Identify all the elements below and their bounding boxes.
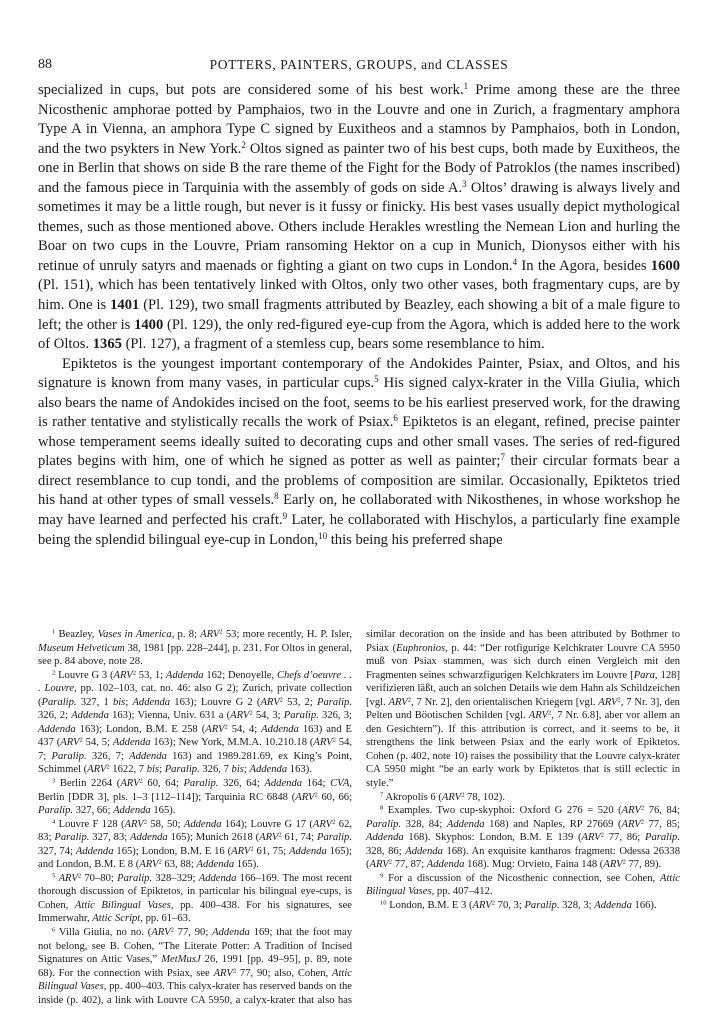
superscript: 10 bbox=[318, 530, 328, 541]
superscript: 2 bbox=[547, 709, 552, 717]
italic-text: ARV bbox=[120, 778, 140, 790]
superscript: 2 bbox=[106, 763, 110, 771]
italic-text: Addenda bbox=[249, 764, 288, 776]
superscript: 2 bbox=[219, 628, 223, 636]
text-run: 327, 66; bbox=[73, 805, 114, 817]
superscript: 7 bbox=[500, 452, 505, 463]
text-run: 328, 86; bbox=[366, 845, 406, 857]
superscript: 2 bbox=[77, 872, 82, 880]
italic-text: Addenda bbox=[75, 845, 114, 857]
italic-text: Paralip. bbox=[38, 805, 74, 817]
catalogue-number: 1365 bbox=[92, 336, 122, 353]
text-run: 77, 86; bbox=[604, 832, 645, 844]
italic-text: Paralip. bbox=[117, 872, 153, 884]
text-run: 54, 5; bbox=[82, 737, 113, 749]
italic-text: ARV bbox=[60, 737, 80, 749]
italic-text: MetMusJ bbox=[161, 954, 201, 966]
text-run: For a discussion of the Nicosthenic connection, see Cohen, bbox=[383, 872, 660, 884]
text-run: 77, 85; bbox=[644, 818, 681, 830]
text-run: 77, 87; bbox=[392, 859, 427, 871]
superscript: 6 bbox=[393, 413, 398, 424]
italic-text: ARV bbox=[200, 629, 220, 640]
page-number: 88 bbox=[38, 57, 52, 72]
text-run: 78, 102). bbox=[464, 791, 505, 803]
text-run: 163); Vienna, Univ. 631 a ( bbox=[108, 710, 231, 722]
text-run: 169; that the foot may not belong, see B. Cohen, “The Literate Potter: A Tradition of Incised Signatures on Attic Vases,” bbox=[38, 927, 352, 966]
text-run: 163); Louvre G 2 ( bbox=[170, 696, 261, 708]
italic-text: Vases in America bbox=[97, 629, 172, 640]
text-run: 162; Denoyelle, bbox=[203, 669, 277, 681]
italic-text: ARV bbox=[87, 764, 107, 776]
italic-text: ARV bbox=[139, 859, 159, 871]
text-run: 54, 7; bbox=[38, 737, 353, 762]
text-run: , pp. 61–63. bbox=[140, 913, 191, 925]
text-run: 164); Louvre G 17 ( bbox=[221, 818, 313, 830]
italic-text: Addenda bbox=[289, 845, 327, 857]
text-run: ; bbox=[243, 764, 250, 776]
italic-text: Paralip. bbox=[316, 832, 353, 844]
italic-text: Museum Helveticum bbox=[38, 642, 125, 654]
italic-text: Addenda bbox=[130, 832, 168, 844]
text-run: 168). An exquisite kantharos fragment: Odessa 26338 ( bbox=[366, 845, 680, 871]
text-run: , pp. 400–438. For his signatures, see Immerwahr, bbox=[38, 899, 352, 925]
italic-text: ARV bbox=[113, 669, 133, 681]
text-run: 326, 64; bbox=[218, 778, 265, 790]
superscript: 2 bbox=[249, 709, 253, 717]
italic-text: Addenda bbox=[405, 845, 443, 857]
italic-text: ARV bbox=[259, 832, 279, 844]
italic-text: ARV bbox=[230, 710, 250, 722]
text-run: 327, 74; bbox=[38, 845, 76, 857]
superscript: 7 bbox=[380, 790, 384, 798]
text-run: London, B.M. E 3 ( bbox=[386, 899, 473, 911]
text-run: 166). bbox=[631, 899, 657, 911]
text-run: their circular formats bear a direct resemblance to cup tondi, and the problems of composition are similar. Occasionally, Epiktetos tried his hand at other types of small vessels. bbox=[38, 453, 680, 509]
superscript: 2 bbox=[617, 696, 621, 704]
text-run: 60, 66; bbox=[317, 791, 353, 803]
italic-text: ARV bbox=[472, 899, 492, 911]
italic-text: Paralip. bbox=[524, 899, 560, 911]
superscript: 2 bbox=[132, 669, 137, 677]
footnote bbox=[366, 804, 680, 872]
italic-text: Paralip. bbox=[51, 750, 87, 762]
text-run: , 7 Nr. 2], den orientalischen Kriegern [vgl. bbox=[411, 696, 599, 708]
italic-text: Attic Bilingual Vases bbox=[74, 899, 171, 911]
text-run: 328–329; bbox=[152, 872, 199, 884]
italic-text: Addenda bbox=[129, 750, 167, 762]
text-run: 165). bbox=[234, 859, 259, 871]
text-run: (Pl. 151), which has been tentatively linked with Oltos, only two other vases, both fragmentary cups, are by him. One is bbox=[38, 277, 680, 314]
text-run: 53, 2; bbox=[282, 696, 317, 708]
italic-text: Addenda bbox=[198, 872, 237, 884]
text-run: 62, 83; bbox=[38, 818, 353, 844]
superscript: 2 bbox=[461, 790, 465, 798]
footnote bbox=[38, 872, 352, 926]
superscript: 5 bbox=[52, 872, 56, 880]
italic-text: Paralip. bbox=[644, 832, 680, 844]
text-run: Akropolis 6 ( bbox=[383, 791, 442, 803]
text-run: 53; more recently, H. P. Isler, bbox=[222, 629, 353, 640]
italic-text: ARV bbox=[231, 845, 251, 857]
italic-text: ARV bbox=[441, 791, 462, 803]
superscript: 2 bbox=[622, 858, 626, 866]
superscript: 2 bbox=[278, 831, 282, 839]
text-run: 1622, 7 bbox=[109, 764, 147, 776]
text-run: Beazley, bbox=[55, 629, 98, 640]
footnote bbox=[38, 818, 352, 872]
italic-text: Chefs d’oeuvre . . . Louvre bbox=[38, 669, 352, 695]
superscript: 10 bbox=[380, 899, 387, 907]
italic-text: Paralip. bbox=[54, 832, 90, 844]
italic-text: Paralip. bbox=[41, 696, 77, 708]
superscript: 8 bbox=[274, 491, 279, 502]
italic-text: ARV bbox=[312, 818, 333, 830]
text-run: 163) and E 437 ( bbox=[38, 723, 352, 749]
page-header bbox=[38, 57, 680, 77]
text-run: Epiktetos is an elegant, refined, precise painter whose temperament seems ideally suited to decorating cups and other small vases. The series of red-figured plates begins with him, one of which he signed as potter as well as painter; bbox=[38, 414, 680, 470]
text-run: 166–169. The most recent thorough discussion of Epiktetos, in particular his bilingual eye-cups, is Cohen, bbox=[38, 872, 353, 911]
italic-text: ARV bbox=[388, 696, 408, 708]
text-run: this being his preferred shape bbox=[327, 531, 503, 548]
text-run: 163). bbox=[287, 764, 312, 776]
superscript: 5 bbox=[374, 374, 379, 385]
italic-text: ARV bbox=[213, 967, 233, 979]
superscript: 2 bbox=[139, 777, 143, 785]
body-text bbox=[38, 81, 680, 550]
italic-text: Attic Bilingual Vases bbox=[366, 872, 680, 898]
footnote bbox=[38, 669, 352, 777]
body-paragraph bbox=[38, 81, 680, 355]
italic-text: Addenda bbox=[38, 723, 76, 735]
text-run: 326, 3; bbox=[318, 710, 353, 722]
superscript: 2 bbox=[143, 818, 148, 826]
text-run: 168). Skyphos: London, B.M. E 139 ( bbox=[403, 832, 582, 844]
superscript: 2 bbox=[79, 736, 83, 744]
text-run: Oltos signed as painter two of his best cups, both made by Euxitheos, the one in Berlin that shows on side B the rare theme of the Fight for the Body of Patroklos (the names inscribed) and the famous piece in Tarquinia with the assembly of gods on side A. bbox=[38, 140, 681, 196]
italic-text: Paralip. bbox=[183, 778, 219, 790]
text-run: 70, 3; bbox=[495, 899, 525, 911]
text-run: 165); Munich 2618 ( bbox=[167, 832, 260, 844]
text-run: Later, he collaborated with Hischylos, a particularly fine example being the splendid bilingual eye-cup in London, bbox=[38, 512, 680, 548]
text-run: 61, 75; bbox=[253, 845, 290, 857]
superscript: 2 bbox=[250, 845, 254, 853]
text-run: Epiktetos is the youngest important contemporary of the Andokides Painter, Psiax, and Oltos, and his signature is known from many vases, in particular cups. bbox=[38, 355, 680, 392]
footnote bbox=[366, 791, 680, 805]
italic-text: Paralip. bbox=[164, 764, 200, 776]
running-title: POTTERS, PAINTERS, GROUPS, and CLASSES bbox=[209, 57, 509, 72]
italic-text: Addenda bbox=[426, 859, 465, 871]
text-run: , pp. 102–103, cat. no. 46: also G 2); Zurich, private collection ( bbox=[38, 683, 353, 708]
superscript: 3 bbox=[52, 777, 56, 785]
superscript: 9 bbox=[380, 872, 384, 880]
text-run: 326, 2; bbox=[38, 710, 72, 722]
text-run: 53, 1; bbox=[136, 669, 166, 681]
superscript: 2 bbox=[52, 669, 56, 677]
text-run: 60, 64; bbox=[142, 778, 184, 790]
text-run: , 128] verifizieren läßt, auch an solchen Details wie dem Hahn als Schildzeichen [vgl. bbox=[366, 669, 680, 708]
text-run: 77, 90; bbox=[173, 927, 213, 939]
superscript: 6 bbox=[52, 926, 56, 934]
italic-text: ARV bbox=[528, 710, 548, 722]
text-run: 327, 1 bbox=[76, 696, 113, 708]
text-run: , p. 8; bbox=[171, 629, 201, 640]
italic-text: Paralip. bbox=[316, 696, 353, 708]
text-run: 163); New York, M.M.A. 10.210.18 ( bbox=[150, 737, 314, 749]
italic-text: Addenda bbox=[196, 859, 235, 871]
superscript: 2 bbox=[640, 804, 645, 812]
text-run: In the Agora, besides bbox=[517, 257, 651, 274]
text-run: 77, 90; also, Cohen, bbox=[236, 967, 332, 979]
superscript: 2 bbox=[158, 858, 162, 866]
text-run: Oltos’ drawing is always lively and sometimes it may be a little rough, but never is it fussy or finicky. His best vases usually depict mythological themes, such as those mentioned above. Others include Herakles wrestling the Nemean Lion and hurling the Boar on two cups in the Louvre, Priam ransoming Hektor on a cup in Munich, Dionysos either with his retinue of unruly satyrs and maenads or fighting a giant on two cups in London. bbox=[38, 179, 681, 274]
italic-text: ARV bbox=[295, 791, 315, 803]
text-run: 63, 88; bbox=[161, 859, 197, 871]
italic-text: Addenda bbox=[132, 696, 171, 708]
text-run: His signed calyx-krater in the Villa Giulia, which also bears the name of Andokides incised on the foot, seems to be his earliest preserved work, for the drawing is rather tentative and stylistically recalls the work of Psiax. bbox=[38, 375, 680, 431]
superscript: 2 bbox=[388, 858, 393, 866]
text-run: ; bbox=[125, 696, 133, 708]
italic-text: Attic Script bbox=[92, 913, 141, 925]
text-run: 168) and Naples, RP 27669 ( bbox=[484, 818, 622, 830]
footnote bbox=[38, 628, 352, 669]
italic-text: ARV bbox=[603, 859, 623, 871]
italic-text: Addenda bbox=[112, 737, 151, 749]
text-run: , p. 44: “Der rotfigurige Kelchkrater Louvre CA 5950 muß von Psiax stammen, was sich durch einen Vergleich mit den Fragmenten seines schwarzfigurigen Kelchkraters im Louvre [ bbox=[366, 642, 681, 681]
text-run: Louvre F 128 ( bbox=[55, 818, 125, 830]
body-paragraph bbox=[38, 355, 680, 550]
italic-text: Addenda bbox=[594, 899, 632, 911]
superscript: 2 bbox=[232, 967, 237, 975]
text-run: 54, 3; bbox=[252, 710, 284, 722]
superscript: 2 bbox=[279, 696, 283, 704]
text-run: specialized in cups, but pots are considered some of his best work. bbox=[38, 82, 464, 98]
catalogue-number: 1600 bbox=[650, 257, 680, 274]
text-run: , pp. 400–403. This calyx-krater has reserved bands on the inside (p. 402), a link with Louvre CA 5950, a calyx-krater that also has similar decoration on the inside and has been attributed by Bothmer to Psiax ( bbox=[38, 629, 680, 1006]
text-run: Louvre G 3 ( bbox=[55, 669, 114, 681]
superscript: 2 bbox=[640, 818, 645, 826]
text-run: 26, 1991 [pp. 49–95], p. 89, note 68). For the connection with Psiax, see bbox=[38, 954, 352, 979]
text-run: 327, 83; bbox=[89, 832, 131, 844]
text-run: Examples. Two cup-skyphoi: Oxford G 276 = 520 ( bbox=[383, 805, 622, 817]
catalogue-number: 1401 bbox=[110, 297, 140, 314]
superscript: 4 bbox=[52, 818, 56, 826]
footnote bbox=[38, 777, 352, 818]
italic-text: Addenda bbox=[71, 710, 109, 722]
text-run: 38, 1981 [pp. 228–244], p. 231. For Oltos in general, see p. 84 above, note 28. bbox=[38, 642, 353, 668]
text-run: Berlin 2264 ( bbox=[55, 778, 121, 790]
text-run: 168). Mug: Orvieto, Faina 148 ( bbox=[464, 859, 604, 871]
text-run: 54, 4; bbox=[227, 723, 262, 735]
superscript: 8 bbox=[380, 804, 384, 812]
italic-text: Addenda bbox=[446, 818, 485, 830]
italic-text: Addenda bbox=[264, 778, 303, 790]
italic-text: Addenda bbox=[183, 818, 222, 830]
superscript: 2 bbox=[600, 831, 605, 839]
footnote bbox=[366, 872, 680, 899]
superscript: 1 bbox=[52, 628, 56, 636]
superscript: 9 bbox=[282, 511, 288, 522]
superscript: 2 bbox=[241, 139, 246, 150]
italic-text: ARV bbox=[621, 805, 641, 817]
footnote bbox=[366, 899, 680, 913]
catalogue-number: 1400 bbox=[134, 316, 164, 333]
italic-text: Addenda bbox=[113, 805, 151, 817]
italic-text: Paralip. bbox=[366, 818, 402, 830]
text-run: ; bbox=[159, 764, 165, 776]
superscript: 2 bbox=[314, 790, 318, 798]
italic-text: bis bbox=[146, 764, 160, 776]
text-run: (Pl. 129), the only red-figured eye-cup from the Agora, which is added here to the work of Oltos. bbox=[38, 316, 680, 353]
text-run: 76, 84; bbox=[644, 805, 680, 817]
italic-text: ARV bbox=[260, 696, 280, 708]
text-run: 165); London, B.M. E 16 ( bbox=[113, 845, 232, 857]
text-run: 328, 84; bbox=[401, 818, 447, 830]
italic-text: Addenda bbox=[212, 927, 250, 939]
italic-text: ARV bbox=[621, 818, 641, 830]
superscript: 4 bbox=[512, 256, 518, 267]
superscript: 2 bbox=[332, 736, 336, 744]
text-run: 70–80; bbox=[81, 872, 118, 884]
text-run: 163) and 1989.281.69, ex King’s Point, Schimmel ( bbox=[38, 750, 352, 776]
text-run: Prime among these are the three Nicosthenic amphorae potted by Pamphaios, two in the Louvre and one in Zurich, a fragmentary amphora Type A in Vienna, an amphora Type C signed by Euxitheos and a stamnos by Pamphaios, both in London, and the two psykters in New York. bbox=[38, 82, 680, 157]
italic-text: ARV bbox=[151, 927, 171, 939]
text-run: 77, 89). bbox=[625, 859, 662, 871]
italic-text: Attic Bilingual Vases bbox=[38, 967, 352, 993]
text-run: Villa Giulia, no no. ( bbox=[55, 927, 152, 939]
superscript: 2 bbox=[170, 926, 174, 934]
italic-text: Paralip. bbox=[283, 710, 319, 722]
superscript: 2 bbox=[332, 818, 336, 826]
footnotes bbox=[38, 628, 680, 1018]
italic-text: ARV bbox=[124, 818, 144, 830]
text-run: 165). bbox=[150, 805, 176, 817]
italic-text: ARV bbox=[58, 872, 78, 884]
italic-text: ARV bbox=[205, 723, 225, 735]
italic-text: CVA bbox=[330, 778, 350, 790]
text-run: Early on, he collaborated with Nikosthenes, in whose workshop he may have learned and perfected his craft. bbox=[38, 492, 680, 529]
text-run: 328, 3; bbox=[559, 899, 595, 911]
text-run: 165); and London, B.M. E 8 ( bbox=[38, 845, 352, 871]
italic-text: ARV bbox=[369, 859, 389, 871]
text-run: 163); London, B.M. E 258 ( bbox=[75, 723, 206, 735]
text-run: 164; bbox=[302, 778, 331, 790]
italic-text: Addenda bbox=[261, 723, 299, 735]
italic-text: bis bbox=[231, 764, 244, 776]
text-run: (Pl. 129), two small fragments attributed by Beazley, each showing a bit of a male figure to left; the other is bbox=[38, 297, 680, 333]
italic-text: Addenda bbox=[366, 832, 404, 844]
text-run: 58, 50; bbox=[147, 818, 184, 830]
superscript: 2 bbox=[224, 723, 228, 731]
text-run: 61, 74; bbox=[281, 832, 317, 844]
text-run: , 7 Nr. 3], den Pelten und Böotischen Schilden [vgl. bbox=[366, 696, 680, 722]
text-run: (Pl. 127), a fragment of a stemless cup, bears some resemblance to him. bbox=[121, 336, 545, 353]
italic-text: ARV bbox=[313, 737, 333, 749]
superscript: 1 bbox=[463, 81, 469, 92]
superscript: 2 bbox=[407, 696, 412, 704]
italic-text: ARV bbox=[598, 696, 618, 708]
italic-text: ARV bbox=[581, 832, 601, 844]
text-run: , 7 Nr. 6.8], aber vor allem an den Gesichtern”). If this attribution is correct, and it seems to be, it strengthens the link between Psiax and the early work of Epiktetos. Cohen (p. 402, note 10) raises the possibility that the Louvre calyx-krater CA 5950 might “be an early work by Epiktetos that is still eclectic in style.” bbox=[366, 710, 680, 790]
text-run: 326, 7 bbox=[199, 764, 232, 776]
superscript: 2 bbox=[491, 899, 496, 907]
text-run: 326, 7; bbox=[86, 750, 130, 762]
italic-text: bis bbox=[112, 696, 126, 708]
italic-text: Euphronios bbox=[396, 642, 446, 654]
italic-text: Addenda bbox=[165, 669, 204, 681]
superscript: 3 bbox=[462, 178, 467, 189]
italic-text: Para bbox=[633, 669, 655, 681]
text-run: , pp. 407–412. bbox=[431, 886, 493, 898]
text-run: , Berlin [DDR 3], pls. 1–3 [112–114]); Tarquinia RC 6848 ( bbox=[38, 778, 352, 803]
